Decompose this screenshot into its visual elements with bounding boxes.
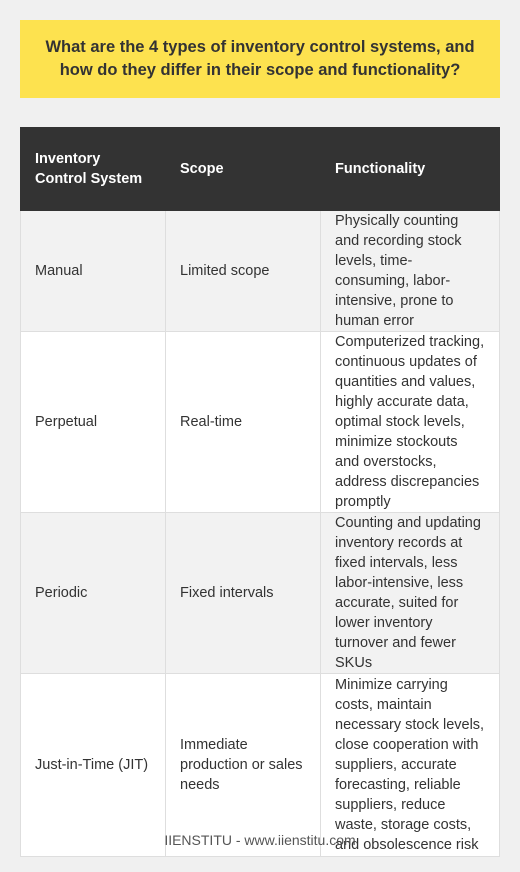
table-row <box>21 513 500 674</box>
header-functionality: Functionality <box>321 128 500 211</box>
table-row <box>21 332 500 513</box>
cell-functionality: Counting and updating inventory records at fixed intervals, less labor-intensive, less accurate, suited for lower inventory turnover and fewer SKUs <box>321 513 500 674</box>
inventory-systems-table <box>20 127 500 857</box>
cell-functionality: Computerized tracking, continuous updates of quantities and values, highly accurate data, optimal stock levels, minimize stockouts and overstocks, address discrepancies promptly <box>321 332 500 513</box>
table-row <box>21 674 500 857</box>
cell-scope: Limited scope <box>166 211 321 332</box>
table-header-row <box>21 128 500 211</box>
cell-system: Just-in-Time (JIT) <box>21 674 166 857</box>
page-title: What are the 4 types of inventory control systems, and how do they differ in their scope and functionality? <box>45 38 475 79</box>
footer-credit: IIENSTITU - www.iienstitu.com <box>164 832 356 848</box>
cell-system: Perpetual <box>21 332 166 513</box>
cell-system: Periodic <box>21 513 166 674</box>
cell-system: Manual <box>21 211 166 332</box>
cell-scope: Real-time <box>166 332 321 513</box>
cell-functionality: Minimize carrying costs, maintain necessary stock levels, close cooperation with suppliers, accurate forecasting, reliable suppliers, reduce waste, storage costs, and obsolescence risk <box>321 674 500 857</box>
title-banner <box>20 20 500 98</box>
cell-scope: Fixed intervals <box>166 513 321 674</box>
header-system: Inventory Control System <box>21 128 166 211</box>
table-row <box>21 211 500 332</box>
header-scope: Scope <box>166 128 321 211</box>
cell-functionality: Physically counting and recording stock levels, time-consuming, labor-intensive, prone to human error <box>321 211 500 332</box>
cell-scope: Immediate production or sales needs <box>166 674 321 857</box>
